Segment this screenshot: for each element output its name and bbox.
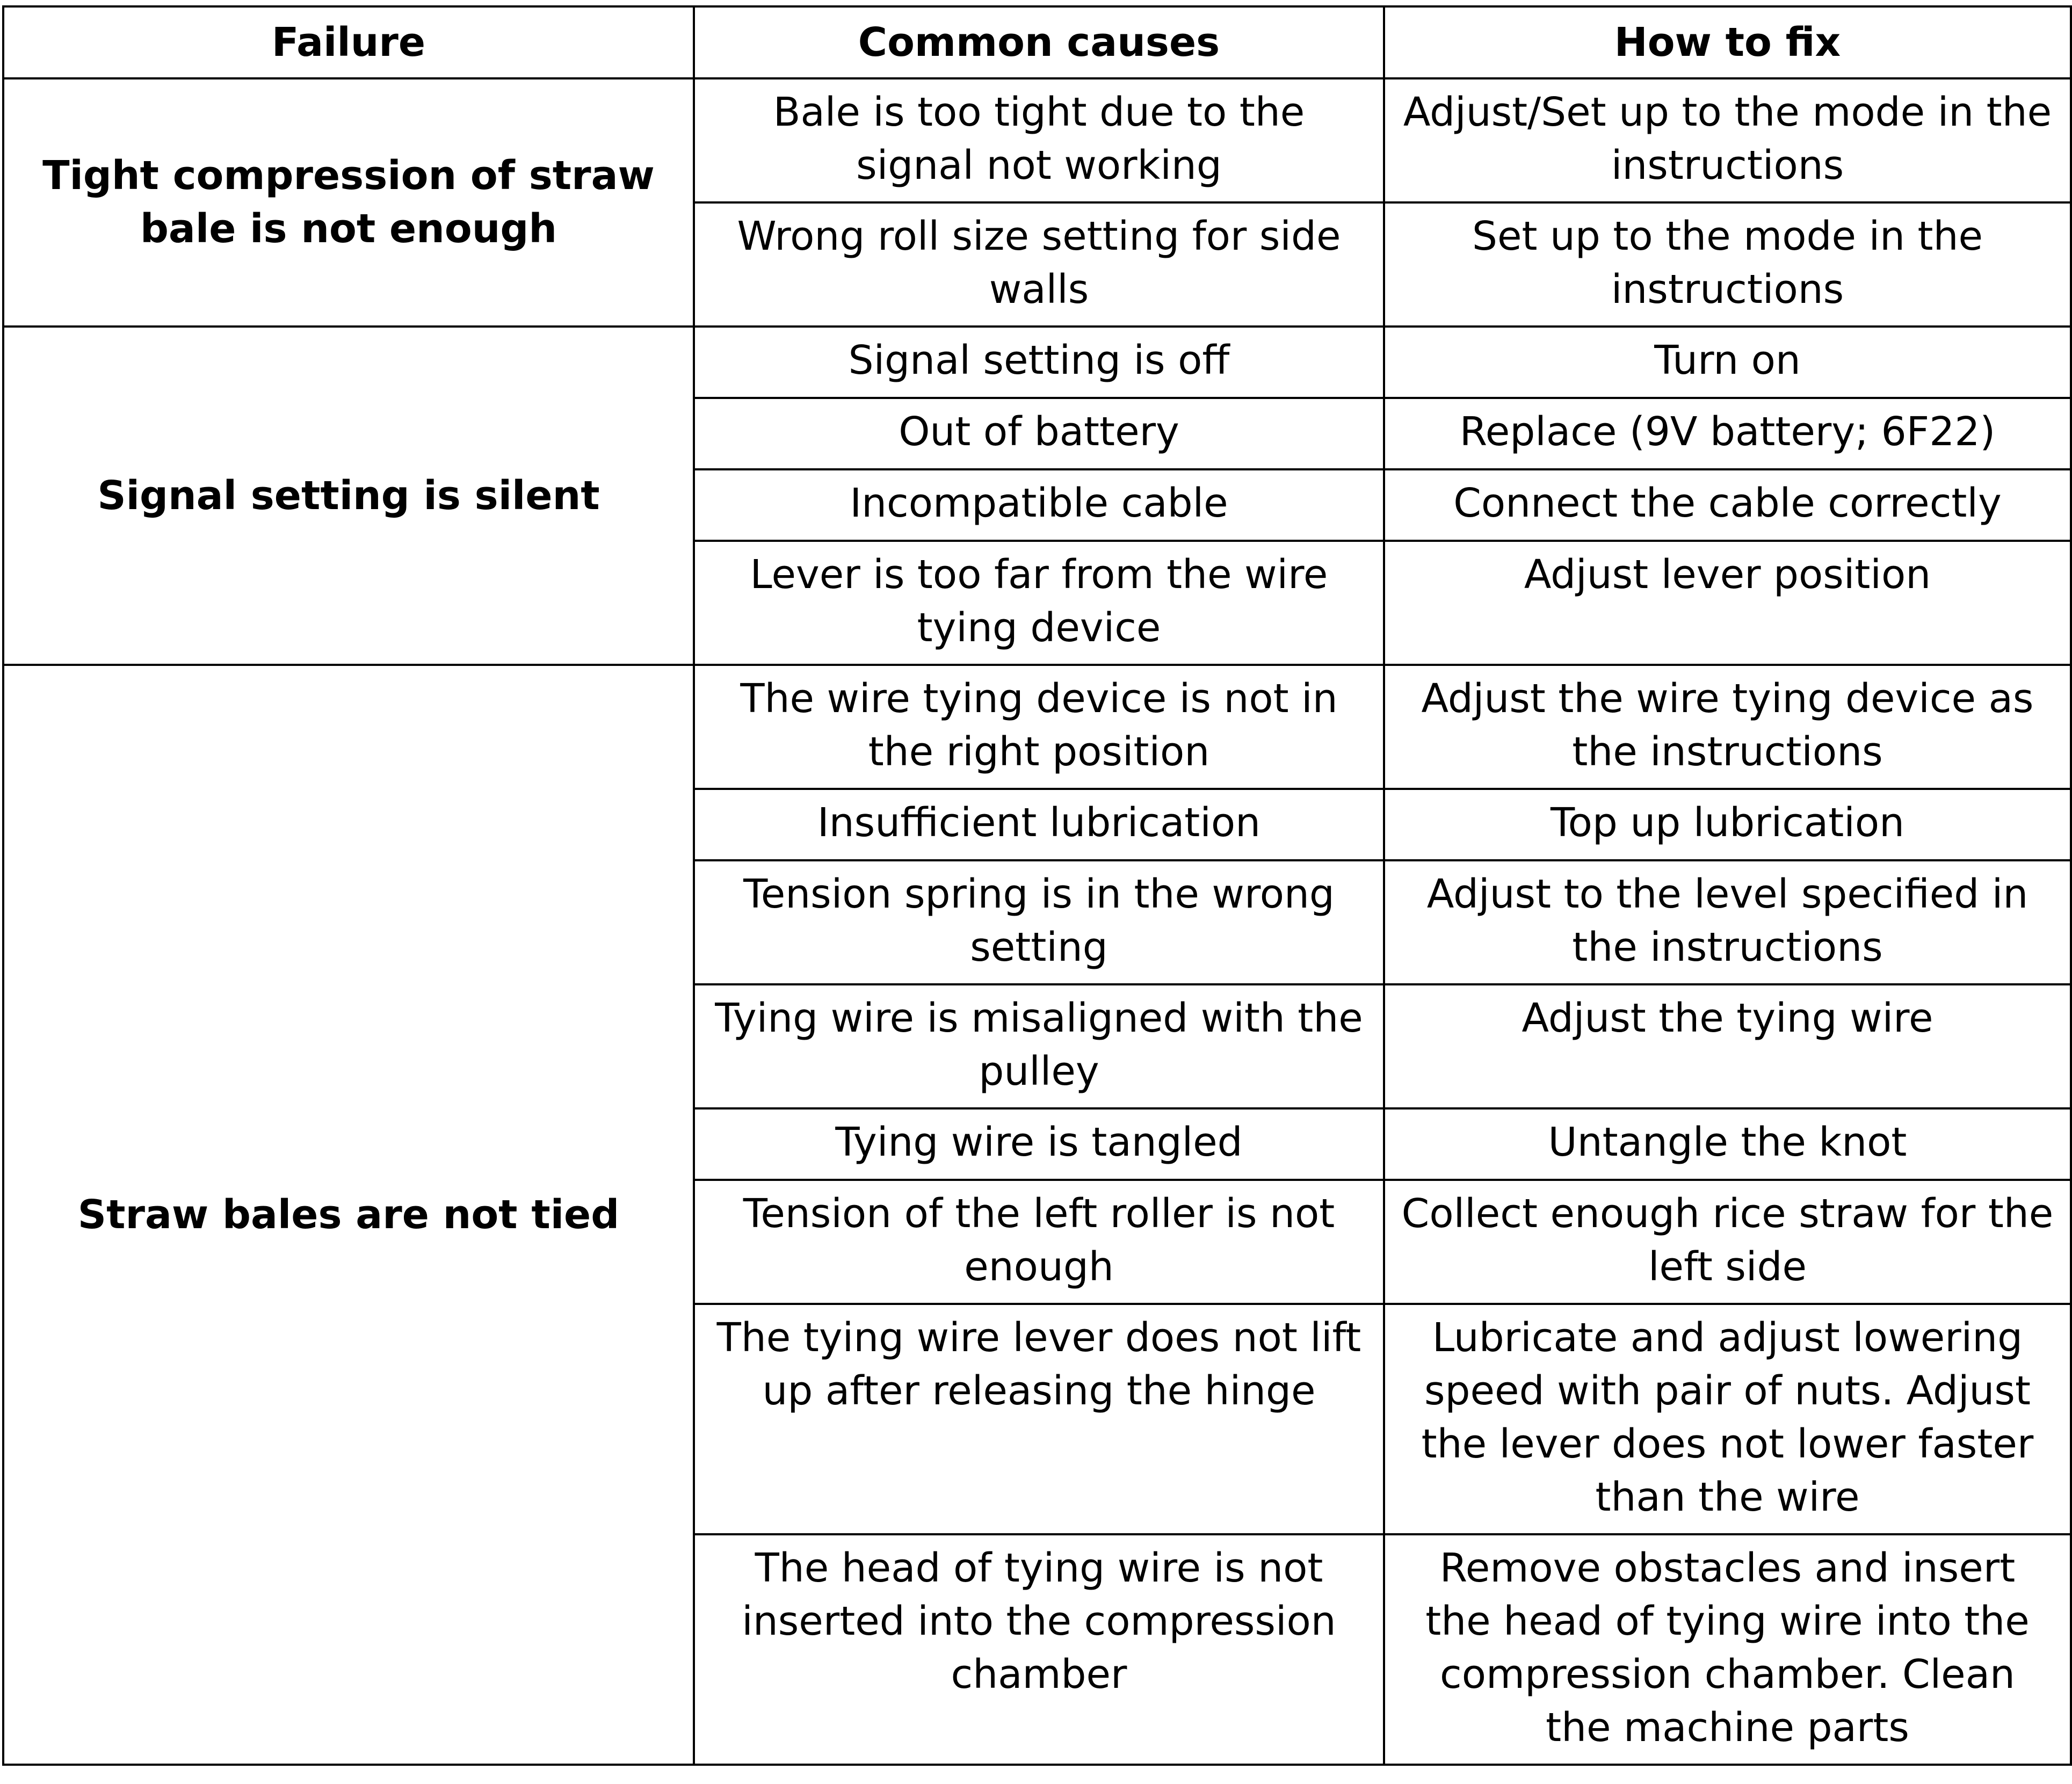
fix-cell: Remove obstacles and insert the head of tying wire into the compression chamber. Clean the machine parts: [1384, 1534, 2071, 1765]
cause-cell: Lever is too far from the wire tying device: [694, 541, 1384, 665]
failure-cell: Tight compression of straw bale is not enough: [3, 78, 694, 327]
header-failure: Failure: [3, 6, 694, 78]
fix-cell: Adjust/Set up to the mode in the instructions: [1384, 78, 2071, 202]
fix-cell: Set up to the mode in the instructions: [1384, 202, 2071, 327]
table-row: [3, 327, 2071, 398]
cause-cell: Tying wire is tangled: [694, 1108, 1384, 1180]
cause-cell: Incompatible cable: [694, 469, 1384, 541]
troubleshooting-table: [2, 5, 2072, 1766]
cause-cell: Tension of the left roller is not enough: [694, 1180, 1384, 1304]
cause-cell: Tying wire is misaligned with the pulley: [694, 984, 1384, 1108]
header-common-causes: Common causes: [694, 6, 1384, 78]
table-row: [3, 665, 2071, 789]
cause-cell: Bale is too tight due to the signal not working: [694, 78, 1384, 202]
header-how-to-fix: How to fix: [1384, 6, 2071, 78]
fix-cell: Lubricate and adjust lowering speed with pair of nuts. Adjust the lever does not lower faster than the wire: [1384, 1304, 2071, 1534]
fix-cell: Adjust the wire tying device as the instructions: [1384, 665, 2071, 789]
cause-cell: Insufficient lubrication: [694, 789, 1384, 860]
fix-cell: Collect enough rice straw for the left side: [1384, 1180, 2071, 1304]
failure-cell: Signal setting is silent: [3, 327, 694, 665]
header-row: [3, 6, 2071, 78]
failure-cell: Straw bales are not tied: [3, 665, 694, 1765]
fix-cell: Adjust the tying wire: [1384, 984, 2071, 1108]
cause-cell: Wrong roll size setting for side walls: [694, 202, 1384, 327]
fix-cell: Adjust to the level specified in the instructions: [1384, 860, 2071, 984]
table-header: [3, 6, 2071, 78]
cause-cell: Tension spring is in the wrong setting: [694, 860, 1384, 984]
fix-cell: Turn on: [1384, 327, 2071, 398]
fix-cell: Top up lubrication: [1384, 789, 2071, 860]
cause-cell: The tying wire lever does not lift up after releasing the hinge: [694, 1304, 1384, 1534]
table-body: [3, 78, 2071, 1765]
fix-cell: Untangle the knot: [1384, 1108, 2071, 1180]
fix-cell: Replace (9V battery; 6F22): [1384, 398, 2071, 469]
fix-cell: Connect the cable correctly: [1384, 469, 2071, 541]
cause-cell: Out of battery: [694, 398, 1384, 469]
cause-cell: The wire tying device is not in the right position: [694, 665, 1384, 789]
cause-cell: The head of tying wire is not inserted into the compression chamber: [694, 1534, 1384, 1765]
fix-cell: Adjust lever position: [1384, 541, 2071, 665]
table-row: [3, 78, 2071, 202]
cause-cell: Signal setting is off: [694, 327, 1384, 398]
